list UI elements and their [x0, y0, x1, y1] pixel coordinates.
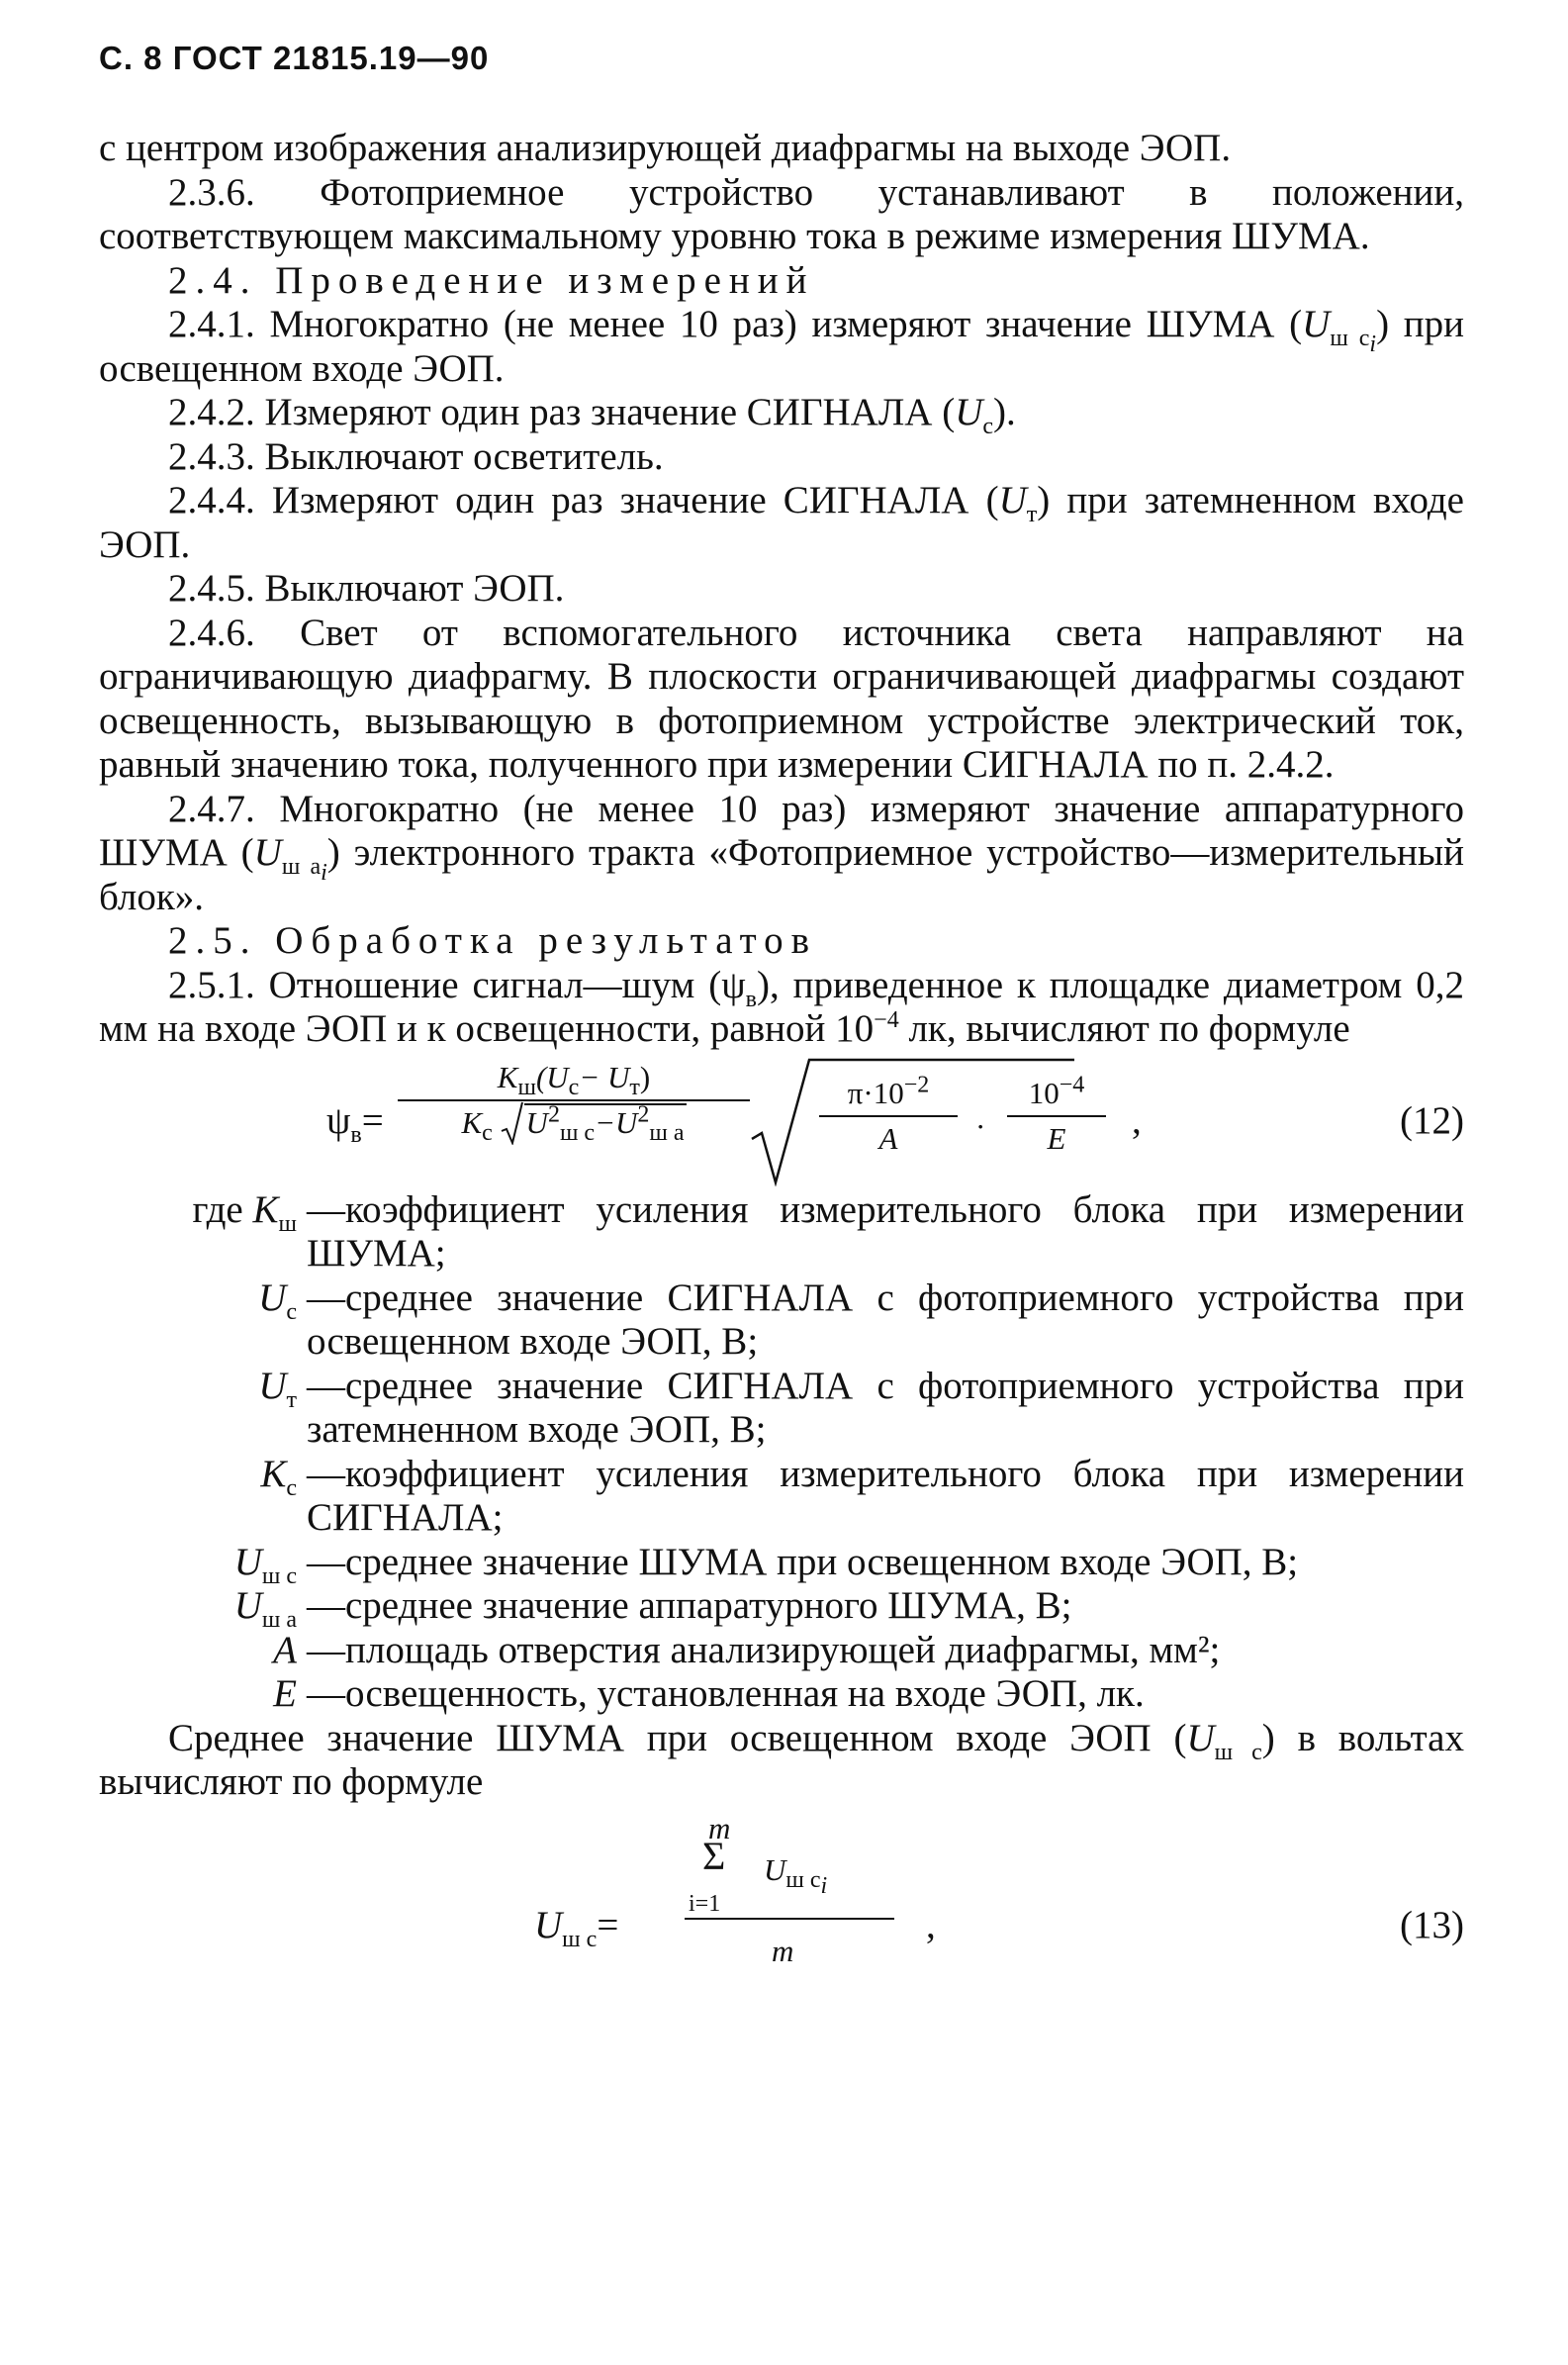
paragraph-2-3-6: 2.3.6. Фотоприемное устройство устанавливают в положении, соответствующем максимальному уровню тока в режиме измерения ШУМА. [99, 170, 1464, 257]
definition-item: A —площадь отверстия анализирующей диафрагмы, мм²; [273, 1628, 1221, 1671]
definition-item: $U_{ш а}$ —среднее значение аппаратурного ШУМА, В; [233, 1584, 1072, 1633]
sum-lower-limit: i=1 [689, 1890, 721, 1917]
paragraph-2-4-1: 2.4.1. Многократно (не менее 10 раз) измеряют значение ШУМА $(U_{ш c_i})$ при освещенном входе ЭОП. [99, 303, 1464, 390]
formula-13-term: $U_{ш c_i}$ [764, 1851, 828, 1899]
formula-13-number: (13) [1400, 1903, 1464, 1946]
formula-12-denominator: $K_c$ $U^2_{ш c}-U^2_{ш a}$ [461, 1101, 685, 1147]
definition-item: $K_c$ —коэффициент усиления измерительного блока при измерении СИГНАЛА; [260, 1452, 1464, 1539]
section-heading-2-4: 2.4. Проведение измерений [168, 258, 815, 302]
sqrt-icon [501, 1101, 524, 1145]
definition-item: E —освещенность, установленная на входе ЭОП, лк. [273, 1672, 1145, 1715]
definition-item: $U_c$ —среднее значение СИГНАЛА с фотоприемного устройства при освещенном входе ЭОП, В; [258, 1276, 1464, 1363]
formula-12-numerator: $K_ш(U_c- U_т)$ [497, 1059, 651, 1100]
formula-12-main-fraction [398, 1056, 750, 1146]
formula-13-denominator: m [772, 1933, 794, 1968]
formula-12 [99, 1056, 1464, 1186]
formula-12-comma: , [1132, 1098, 1142, 1142]
formula-12-lhs: $\psi_в=$ [326, 1098, 384, 1148]
paragraph-continuation: с центром изображения анализирующей диафрагмы на выходе ЭОП. [99, 127, 1232, 169]
formula-12-expression [326, 1056, 1316, 1186]
formula-13-lhs: $U_{ш c}=$ [534, 1903, 619, 1952]
paragraph-2-4-4: 2.4.4. Измеряют один раз значение СИГНАЛА $(U_т)$ при затемненном входе ЭОП. [99, 479, 1464, 566]
formula-12-radicand-fraction-2: $10^{-4}$ E [1007, 1072, 1106, 1162]
formula-12-radicand-fraction-1: $\pi\cdot 10^{-2}$ A [819, 1072, 958, 1162]
formula-13 [99, 1807, 1464, 1995]
sum-upper-limit: m [708, 1810, 731, 1845]
definitions-list [99, 1188, 1464, 1717]
section-heading-2-5: 2.5. Обработка результатов [168, 919, 818, 962]
formula-12-number: (12) [1400, 1098, 1464, 1142]
paragraph-2-4-5: 2.4.5. Выключают ЭОП. [168, 567, 565, 610]
definition-item: $U_т$ —среднее значение СИГНАЛА с фотоприемного устройства при затемненном входе ЭОП, В; [258, 1364, 1464, 1451]
definition-item: $U_{ш c}$ —среднее значение ШУМА при освещенном входе ЭОП, В; [233, 1540, 1299, 1589]
definition-item: где $K_ш$ —коэффициент усиления измерительного блока при измерении ШУМА; [192, 1187, 1464, 1275]
sigma-icon: Σ [702, 1833, 726, 1878]
formula-12-dot: · [975, 1108, 986, 1144]
body-text [99, 127, 1464, 1995]
paragraph-2-4-6: 2.4.6. Свет от вспомогательного источника света направляют на ограничивающую диафрагму. В плоскости ограничивающей диафрагмы создают освещенность, вызывающую в фотоприемном устройстве электрический ток, равный значению тока, полученного при измерении СИГНАЛА по п. 2.4.2. [99, 611, 1464, 786]
paragraph-2-5-1: 2.5.1. Отношение сигнал—шум $(\psi_в)$, приведенное к площадке диаметром 0,2 мм на входе ЭОП и к освещенности, равной $10^{-4}$ лк, вычисляют по формуле [99, 963, 1464, 1050]
formula-13-fraction [685, 1807, 902, 1995]
paragraph-2-4-2: 2.4.2. Измеряют один раз значение СИГНАЛА $(U_c)$. [168, 391, 1016, 439]
paragraph-2-4-3: 2.4.3. Выключают осветитель. [168, 434, 664, 478]
paragraph-2-4-7: 2.4.7. Многократно (не менее 10 раз) измеряют значение аппаратурного ШУМА $(U_{ш а_i})$ электронного тракта «Фотоприемное устройство—измерительный блок». [99, 787, 1464, 918]
page-header: С. 8 ГОСТ 21815.19—90 [99, 40, 490, 76]
paragraph-mean-noise: Среднее значение ШУМА при освещенном входе ЭОП $(U_{ш c})$ в вольтах вычисляют по формуле [99, 1716, 1464, 1803]
formula-13-comma: , [926, 1903, 936, 1946]
